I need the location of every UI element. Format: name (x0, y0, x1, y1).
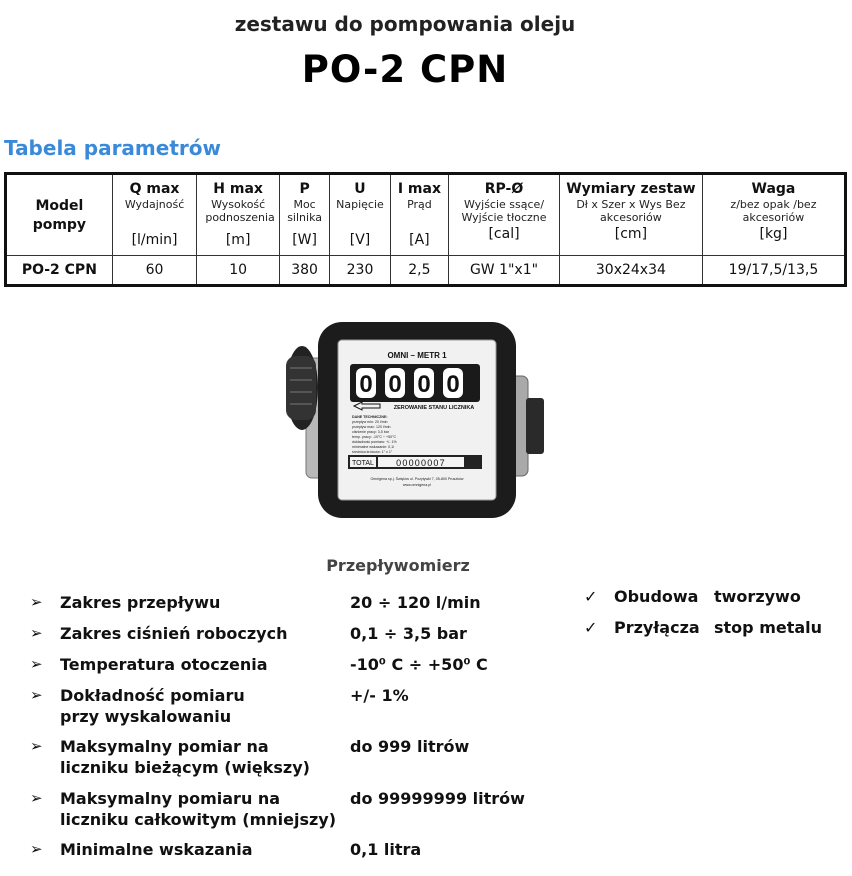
table-header-row (6, 174, 846, 256)
arrow-bullet-icon: ➢ (30, 624, 43, 642)
header-unit: [m] (225, 232, 251, 248)
header-imax (390, 174, 448, 256)
header-unit: [V] (349, 232, 371, 248)
header-rp (449, 174, 560, 256)
header-sub: Dł x Szer x Wys Bez akcesoriów (576, 198, 686, 224)
meter-tech-line: ciśnienie pracy: 3,5 bar (352, 430, 389, 434)
arrow-bullet-icon: ➢ (30, 840, 43, 858)
spec-value: 0,1 litra (350, 840, 422, 859)
header-unit: [cal] (488, 226, 520, 242)
check-icon: ✓ (584, 587, 598, 606)
header-p (279, 174, 329, 256)
cell-p: 380 (279, 256, 329, 286)
arrow-bullet-icon: ➢ (30, 737, 43, 755)
spec-value: do 999 litrów (350, 737, 470, 756)
header-main: P (299, 181, 310, 197)
header-unit: [l/min] (131, 232, 178, 248)
header-sub: z/bez opak /bez akcesoriów (730, 198, 817, 224)
header-sub: Moc silnika (287, 198, 322, 224)
header-model (6, 174, 113, 256)
meter-tech-line: minimalne wskazanie: 0,1l (352, 445, 394, 449)
spec-name: Minimalne wskazania (60, 840, 253, 859)
table-row (6, 256, 846, 286)
spec-value: do 99999999 litrów (350, 789, 525, 808)
cell-hmax: 10 (197, 256, 280, 286)
meter-reset-label: ZEROWANIE STANU LICZNIKA (393, 405, 475, 411)
spec-name: Zakres przepływu (60, 593, 221, 612)
reset-knob-icon (286, 346, 318, 430)
header-main: Waga (751, 181, 796, 197)
meter-total-digits: 00000007 (396, 458, 446, 468)
meter-digit: 0 (417, 371, 431, 398)
table-section-label: Tabela parametrów (4, 136, 221, 160)
arrow-bullet-icon: ➢ (30, 686, 43, 704)
header-main: Wymiary zestaw (566, 181, 696, 197)
arrow-bullet-icon: ➢ (30, 593, 43, 611)
cell-u: 230 (330, 256, 390, 286)
meter-total-label: TOTAL (352, 460, 374, 467)
meter-tech-line: przepływ min: 20 l/min (352, 420, 388, 424)
header-unit: [A] (409, 232, 430, 248)
feature-value: tworzywo (714, 587, 801, 606)
meter-footer-line: Omnigena sp.j. Świętów ul. Pozytywki 7, 05-800 Pruszków (370, 477, 464, 481)
header-unit: [W] (292, 232, 317, 248)
header-main: U (354, 181, 366, 197)
spec-name: Maksymalny pomiaru na liczniku całkowitym (mniejszy) (60, 789, 337, 829)
spec-value: 20 ÷ 120 l/min (350, 593, 481, 612)
feature-name: Obudowa (614, 587, 699, 606)
spec-name: Dokładność pomiaru przy wyskalowaniu (60, 686, 245, 726)
header-sub: Wydajność (124, 198, 185, 211)
cell-imax: 2,5 (390, 256, 448, 286)
header-main: I max (397, 181, 441, 197)
spec-name: Zakres ciśnień roboczych (60, 624, 288, 643)
document-title: PO-2 CPN (301, 48, 509, 91)
header-dimensions (559, 174, 702, 256)
header-sub: Wysokość podnoszenia (205, 198, 275, 224)
header-hmax (197, 174, 280, 256)
flow-meter-image (282, 318, 552, 524)
meter-digit: 0 (388, 371, 402, 398)
meter-footer-line: www.omnigena.pl (402, 483, 432, 487)
cell-model: PO-2 CPN (6, 256, 113, 286)
header-sub: Prąd (407, 198, 432, 211)
cell-qmax: 60 (112, 256, 197, 286)
spec-name: Temperatura otoczenia (60, 655, 268, 674)
spec-value: +/- 1% (350, 686, 409, 705)
feature-name: Przyłącza (614, 618, 700, 637)
header-sub: Napięcie (336, 198, 384, 211)
header-weight (702, 174, 845, 256)
meter-tech-line: temp. pracy: -10°C ÷ +50°C (352, 435, 397, 439)
spec-name: Maksymalny pomiar na liczniku bieżącym (większy) (60, 737, 310, 777)
meter-digit: 0 (359, 371, 373, 398)
cell-rp: GW 1"x1" (449, 256, 560, 286)
header-u (330, 174, 390, 256)
feature-value: stop metalu (714, 618, 823, 637)
header-sub: Wyjście ssące/ Wyjście tłoczne (461, 198, 547, 224)
parameters-table (4, 172, 847, 287)
spec-value: 0,1 ÷ 3,5 bar (350, 624, 467, 643)
header-qmax (112, 174, 197, 256)
header-unit: [cm] (614, 226, 648, 242)
check-icon: ✓ (584, 618, 598, 637)
cell-weight: 19/17,5/13,5 (702, 256, 845, 286)
arrow-bullet-icon: ➢ (30, 789, 43, 807)
header-main: Q max (129, 181, 180, 197)
flow-meter-caption: Przepływomierz (326, 556, 470, 575)
meter-tech-line: średnica króćców: 1" x 1" (352, 450, 393, 454)
cell-dimensions: 30x24x34 (559, 256, 702, 286)
header-main: RP-Ø (484, 181, 524, 197)
arrow-bullet-icon: ➢ (30, 655, 43, 673)
meter-tech-line: przepływ max: 120 l/min (352, 425, 391, 429)
meter-tech-line: DANE TECHNICZNE: (352, 415, 388, 419)
meter-digit: 0 (446, 371, 460, 398)
document-subtitle: zestawu do pompowania oleju (234, 12, 576, 36)
header-main: H max (213, 181, 263, 197)
meter-brand: OMNI – METR 1 (387, 351, 447, 360)
header-model-label: Model pompy (32, 198, 87, 233)
spec-value: -10⁰ C ÷ +50⁰ C (350, 655, 488, 674)
header-unit: [kg] (759, 226, 788, 242)
meter-tech-line: dokładność pomiaru: +/- 1% (352, 440, 397, 444)
